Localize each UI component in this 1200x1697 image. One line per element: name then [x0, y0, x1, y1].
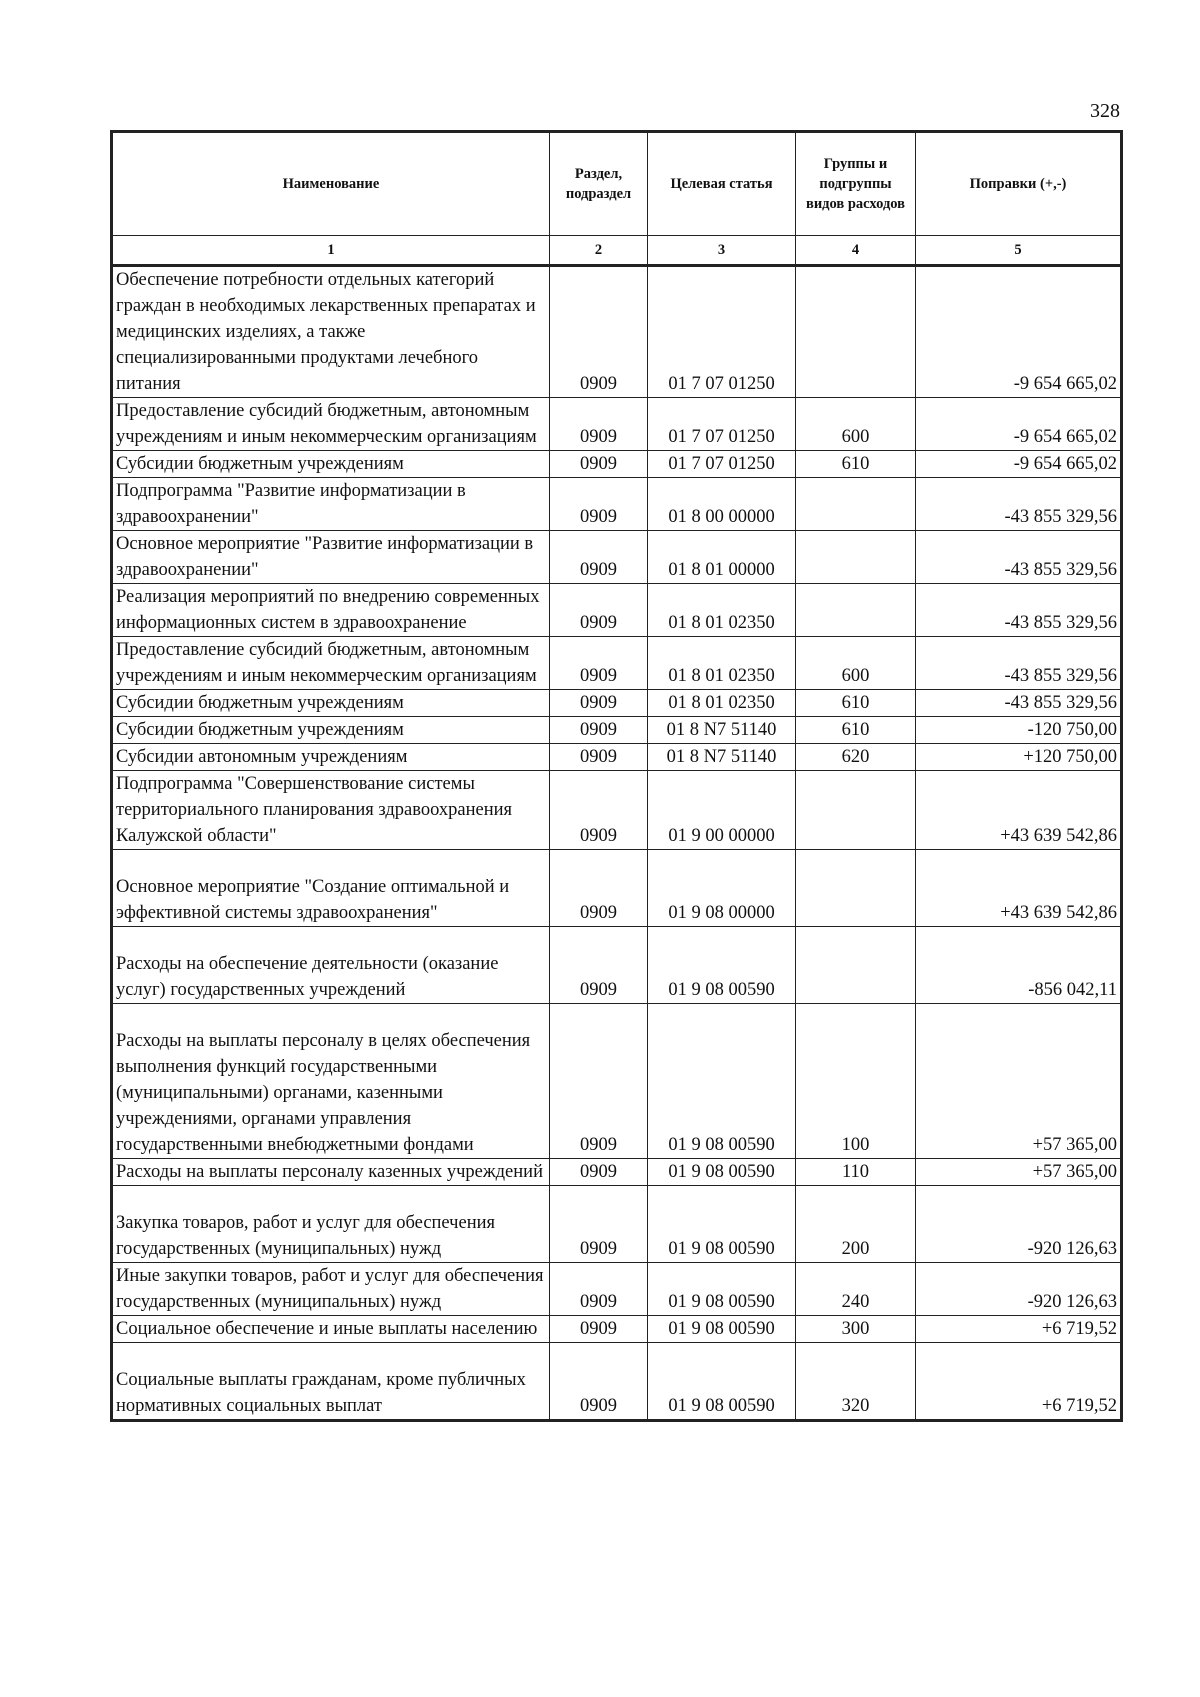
- row-section: 0909: [550, 1263, 648, 1316]
- row-name: [112, 1186, 550, 1263]
- row-amount: -920 126,63: [916, 1186, 1122, 1263]
- table-row: [112, 531, 1122, 584]
- row-group: 300: [796, 1316, 916, 1343]
- row-name: [112, 531, 550, 584]
- row-target: 01 8 00 00000: [648, 478, 796, 531]
- row-target: 01 8 N7 51140: [648, 717, 796, 744]
- row-group: 200: [796, 1186, 916, 1263]
- row-name-text: Субсидии бюджетным учреждениям: [116, 693, 404, 713]
- table-row: [112, 1343, 1122, 1421]
- row-section: 0909: [550, 1343, 648, 1421]
- row-name: [112, 850, 550, 927]
- table-row: [112, 1159, 1122, 1186]
- row-group: [796, 266, 916, 398]
- row-section: 0909: [550, 927, 648, 1004]
- column-number: 1: [112, 236, 550, 266]
- column-number: 2: [550, 236, 648, 266]
- row-target: 01 7 07 01250: [648, 266, 796, 398]
- row-name-text: Основное мероприятие "Развитие информатизации в здравоохранении": [116, 534, 534, 580]
- table-row: [112, 398, 1122, 451]
- row-section: 0909: [550, 690, 648, 717]
- row-name: [112, 744, 550, 771]
- row-name-text: Иные закупки товаров, работ и услуг для обеспечения государственных (муниципальных) нужд: [116, 1266, 544, 1312]
- table-row: [112, 744, 1122, 771]
- row-name-text: Предоставление субсидий бюджетным, автономным учреждениям и иным некоммерческим организациям: [116, 401, 537, 447]
- table-row: [112, 771, 1122, 850]
- row-name-text: Подпрограмма "Совершенствование системы территориального планирования здравоохранения Калужской области": [116, 774, 513, 846]
- row-name: [112, 451, 550, 478]
- row-group: 600: [796, 637, 916, 690]
- row-name: [112, 1159, 550, 1186]
- row-section: 0909: [550, 451, 648, 478]
- row-amount: -120 750,00: [916, 717, 1122, 744]
- row-group: 100: [796, 1004, 916, 1159]
- row-section: 0909: [550, 744, 648, 771]
- row-section: 0909: [550, 771, 648, 850]
- row-target: 01 8 N7 51140: [648, 744, 796, 771]
- row-name: [112, 771, 550, 850]
- row-target: 01 9 08 00590: [648, 1343, 796, 1421]
- row-group: 110: [796, 1159, 916, 1186]
- row-target: 01 8 01 02350: [648, 690, 796, 717]
- row-amount: +6 719,52: [916, 1316, 1122, 1343]
- table-row: [112, 850, 1122, 927]
- row-name-text: Основное мероприятие "Создание оптимальной и эффективной системы здравоохранения": [116, 877, 510, 923]
- row-target: 01 8 01 00000: [648, 531, 796, 584]
- row-section: 0909: [550, 478, 648, 531]
- row-target: 01 9 08 00590: [648, 927, 796, 1004]
- row-group: [796, 771, 916, 850]
- row-name: [112, 717, 550, 744]
- row-target: 01 9 00 00000: [648, 771, 796, 850]
- row-target: 01 9 08 00590: [648, 1186, 796, 1263]
- row-name-text: Субсидии бюджетным учреждениям: [116, 720, 404, 740]
- row-name: [112, 584, 550, 637]
- row-amount: +43 639 542,86: [916, 771, 1122, 850]
- row-name: [112, 266, 550, 398]
- row-group: [796, 584, 916, 637]
- table-row: [112, 1316, 1122, 1343]
- table-header: [112, 132, 1122, 266]
- row-section: 0909: [550, 266, 648, 398]
- row-target: 01 9 08 00590: [648, 1263, 796, 1316]
- header-name: Наименование: [112, 132, 550, 236]
- row-amount: +120 750,00: [916, 744, 1122, 771]
- row-section: 0909: [550, 1004, 648, 1159]
- row-target: 01 7 07 01250: [648, 451, 796, 478]
- row-amount: -43 855 329,56: [916, 478, 1122, 531]
- page-number: 328: [1090, 100, 1120, 122]
- table-row: [112, 637, 1122, 690]
- row-name-text: Расходы на выплаты персоналу казенных учреждений: [116, 1162, 543, 1182]
- row-group: [796, 850, 916, 927]
- table-row: [112, 1004, 1122, 1159]
- budget-amendments-table: [110, 130, 1123, 1422]
- row-section: 0909: [550, 1316, 648, 1343]
- row-group: 620: [796, 744, 916, 771]
- row-amount: -43 855 329,56: [916, 637, 1122, 690]
- row-name: [112, 637, 550, 690]
- row-target: 01 9 08 00590: [648, 1159, 796, 1186]
- column-number: 4: [796, 236, 916, 266]
- table-body: [112, 266, 1122, 1421]
- row-name-text: Обеспечение потребности отдельных категорий граждан в необходимых лекарственных препаратах и медицинских изделиях, а также специализированными продуктами лечебного питания: [116, 270, 536, 394]
- row-name: [112, 690, 550, 717]
- row-name: [112, 1263, 550, 1316]
- table-row: [112, 927, 1122, 1004]
- column-number: 5: [916, 236, 1122, 266]
- row-target: 01 9 08 00590: [648, 1316, 796, 1343]
- row-name: [112, 1343, 550, 1421]
- row-amount: -920 126,63: [916, 1263, 1122, 1316]
- row-amount: +6 719,52: [916, 1343, 1122, 1421]
- row-group: 610: [796, 451, 916, 478]
- row-section: 0909: [550, 1159, 648, 1186]
- table-row: [112, 451, 1122, 478]
- row-amount: -9 654 665,02: [916, 398, 1122, 451]
- row-name-text: Субсидии бюджетным учреждениям: [116, 454, 404, 474]
- row-amount: +43 639 542,86: [916, 850, 1122, 927]
- row-group: [796, 478, 916, 531]
- row-amount: -856 042,11: [916, 927, 1122, 1004]
- table-row: [112, 717, 1122, 744]
- row-section: 0909: [550, 1186, 648, 1263]
- table-row: [112, 266, 1122, 398]
- row-amount: +57 365,00: [916, 1159, 1122, 1186]
- table-row: [112, 478, 1122, 531]
- row-name-text: Социальные выплаты гражданам, кроме публичных нормативных социальных выплат: [116, 1370, 526, 1416]
- row-group: [796, 531, 916, 584]
- column-number: 3: [648, 236, 796, 266]
- row-name-text: Предоставление субсидий бюджетным, автономным учреждениям и иным некоммерческим организациям: [116, 640, 537, 686]
- row-name-text: Субсидии автономным учреждениям: [116, 747, 408, 767]
- header-group: Группы и подгруппы видов расходов: [796, 132, 916, 236]
- row-section: 0909: [550, 531, 648, 584]
- row-target: 01 8 01 02350: [648, 584, 796, 637]
- row-section: 0909: [550, 717, 648, 744]
- table-row: [112, 1263, 1122, 1316]
- row-section: 0909: [550, 850, 648, 927]
- row-amount: -43 855 329,56: [916, 584, 1122, 637]
- header-target: Целевая статья: [648, 132, 796, 236]
- header-amount: Поправки (+,-): [916, 132, 1122, 236]
- row-group: 610: [796, 690, 916, 717]
- row-section: 0909: [550, 398, 648, 451]
- row-section: 0909: [550, 637, 648, 690]
- row-name-text: Закупка товаров, работ и услуг для обеспечения государственных (муниципальных) нужд: [116, 1213, 496, 1259]
- row-name-text: Расходы на выплаты персоналу в целях обеспечения выполнения функций государственными (муниципальными) органами, казенными учреждениями, органами управления государственными внебюджетными фондами: [116, 1031, 531, 1155]
- row-target: 01 8 01 02350: [648, 637, 796, 690]
- row-group: [796, 927, 916, 1004]
- row-name: [112, 1316, 550, 1343]
- row-name: [112, 398, 550, 451]
- row-amount: -9 654 665,02: [916, 266, 1122, 398]
- row-name-text: Расходы на обеспечение деятельности (оказание услуг) государственных учреждений: [116, 954, 499, 1000]
- row-name: [112, 927, 550, 1004]
- row-amount: -9 654 665,02: [916, 451, 1122, 478]
- header-section: Раздел, подраздел: [550, 132, 648, 236]
- row-target: 01 9 08 00590: [648, 1004, 796, 1159]
- row-amount: -43 855 329,56: [916, 531, 1122, 584]
- row-amount: -43 855 329,56: [916, 690, 1122, 717]
- row-amount: +57 365,00: [916, 1004, 1122, 1159]
- table-row: [112, 1186, 1122, 1263]
- row-section: 0909: [550, 584, 648, 637]
- table-row: [112, 690, 1122, 717]
- table-row: [112, 584, 1122, 637]
- row-name: [112, 1004, 550, 1159]
- row-group: 240: [796, 1263, 916, 1316]
- row-target: 01 7 07 01250: [648, 398, 796, 451]
- row-name: [112, 478, 550, 531]
- row-name-text: Социальное обеспечение и иные выплаты населению: [116, 1319, 538, 1339]
- row-group: 320: [796, 1343, 916, 1421]
- row-group: 600: [796, 398, 916, 451]
- row-name-text: Подпрограмма "Развитие информатизации в здравоохранении": [116, 481, 466, 527]
- row-group: 610: [796, 717, 916, 744]
- row-name-text: Реализация мероприятий по внедрению современных информационных систем в здравоохранение: [116, 587, 540, 633]
- row-target: 01 9 08 00000: [648, 850, 796, 927]
